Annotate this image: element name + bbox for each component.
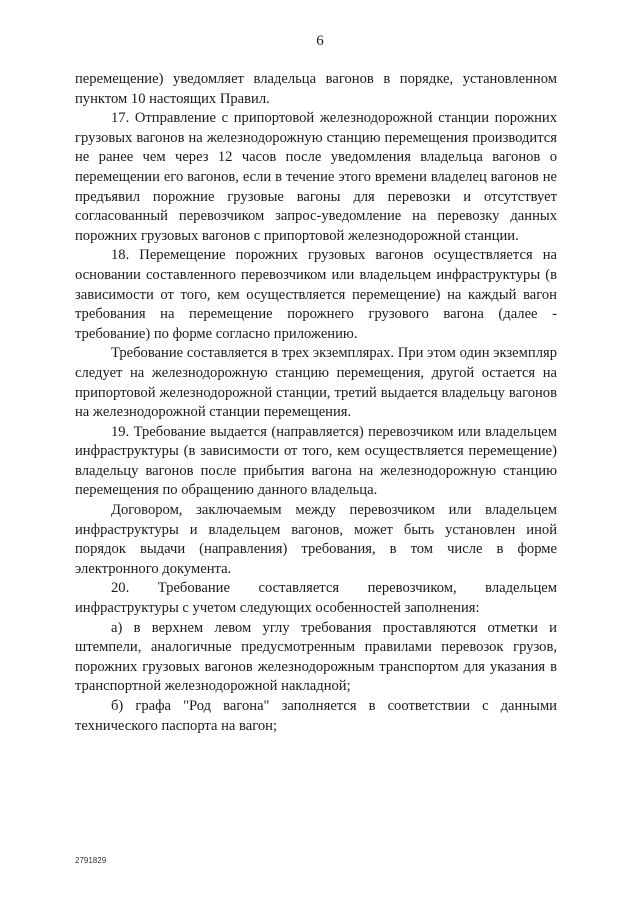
paragraph-20: 20. Требование составляется перевозчиком, владельцем инфраструктуры с учетом следующих особенностей заполнения: (75, 580, 557, 617)
paragraph-continuation: перемещение) уведомляет владельца вагонов в порядке, установленном пунктом 10 настоящих Правил. (75, 71, 557, 107)
paragraph-19-contract: Договором, заключаемым между перевозчиком или владельцем инфраструктуры и владельцем вагонов, может быть установлен иной порядок выдачи (направления) требования, в том числе в форме электронного документа. (75, 502, 557, 577)
paragraph-18: 18. Перемещение порожних грузовых вагонов осуществляется на основании составленного перевозчиком или владельцем инфраструктуры (в зависимости от того, кем осуществляется перемещение) на каждый вагон требования на перемещение порожнего грузового вагона (далее - требование) по форме согласно приложению. (75, 247, 557, 342)
document-body (75, 70, 557, 736)
paragraph-20-item-a: а) в верхнем левом углу требования проставляются отметки и штемпели, аналогичные предусмотренным правилами перевозок грузов, порожних грузовых вагонов железнодорожным транспортом для указания в транспортной железнодорожной накладной; (75, 619, 557, 695)
document-code: 2791829 (75, 856, 107, 865)
paragraph-19: 19. Требование выдается (направляется) перевозчиком или владельцем инфраструктуры (в зависимости от того, кем осуществляется перемещение) владельцу вагонов после прибытия вагона на железнодорожную станцию перемещения по обращению данного владельца. (75, 423, 557, 499)
paragraph-17: 17. Отправление с припортовой железнодорожной станции порожних грузовых вагонов на железнодорожную станцию перемещения производится не ранее чем через 12 часов после уведомления владельца вагонов о перемещении его вагонов, если в течение этого времени владелец вагонов не предъявил порожние грузовые вагоны для перевозки и отсутствует согласованный перевозчиком запрос-уведомление на перевозку данных порожних грузовых вагонов с припортовой железнодорожной станции. (75, 110, 557, 244)
page-number: 6 (316, 33, 324, 49)
paragraph-18-copies: Требование составляется в трех экземплярах. При этом один экземпляр следует на железнодорожную станцию перемещения, другой остается на припортовой железнодорожной станции, третий выдается владельцу вагонов на железнодорожной станции перемещения. (75, 345, 557, 421)
paragraph-20-item-b: б) графа "Род вагона" заполняется в соответствии с данными технического паспорта на вагон; (75, 698, 557, 734)
